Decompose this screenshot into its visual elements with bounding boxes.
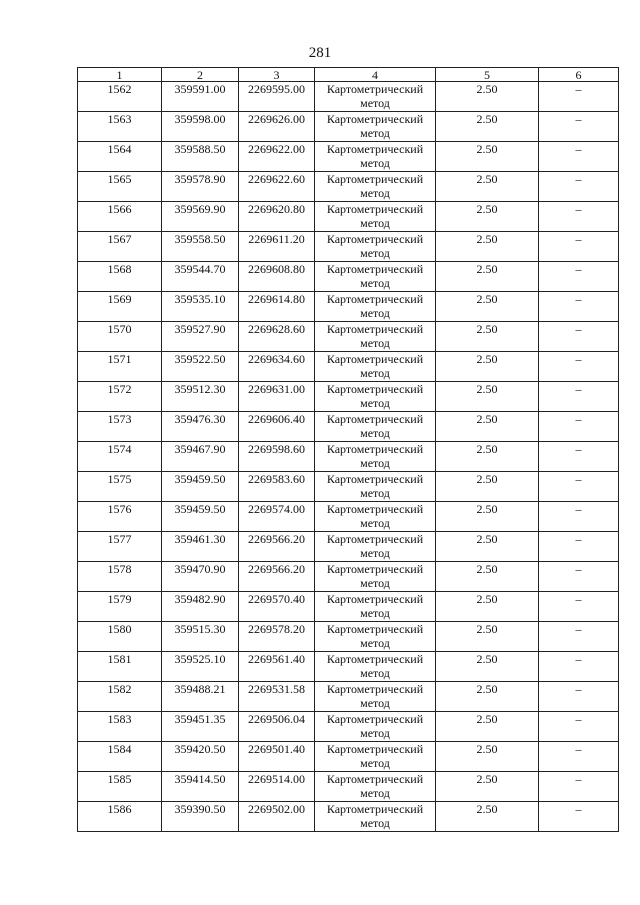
method-line-1: Картометрический — [326, 592, 424, 606]
table-row — [78, 742, 619, 772]
y-coordinate-cell: 2269501.40 — [239, 742, 315, 772]
method-line-1: Картометрический — [326, 652, 424, 666]
method-cell — [315, 82, 436, 112]
method-cell — [315, 622, 436, 652]
y-coordinate-cell: 2269608.80 — [239, 262, 315, 292]
method-line-2: метод — [360, 456, 390, 470]
y-coordinate-cell: 2269566.20 — [239, 562, 315, 592]
accuracy-cell: 2.50 — [436, 202, 539, 232]
method-line-1: Картометрический — [326, 802, 424, 816]
x-coordinate-cell: 359578.90 — [162, 172, 239, 202]
x-coordinate-cell: 359569.90 — [162, 202, 239, 232]
method-line-1: Картометрический — [326, 382, 424, 396]
table-row — [78, 472, 619, 502]
method-cell — [315, 712, 436, 742]
accuracy-cell: 2.50 — [436, 772, 539, 802]
table-row — [78, 562, 619, 592]
accuracy-cell: 2.50 — [436, 262, 539, 292]
method-line-1: Картометрический — [326, 232, 424, 246]
table-row — [78, 712, 619, 742]
method-line-2: метод — [360, 546, 390, 560]
x-coordinate-cell: 359470.90 — [162, 562, 239, 592]
method-cell — [315, 172, 436, 202]
point-number-cell: 1565 — [78, 172, 162, 202]
method-line-1: Картометрический — [326, 712, 424, 726]
method-line-1: Картометрический — [326, 502, 424, 516]
method-line-1: Картометрический — [326, 742, 424, 756]
y-coordinate-cell: 2269634.60 — [239, 352, 315, 382]
table-row — [78, 202, 619, 232]
method-line-1: Картометрический — [326, 202, 424, 216]
point-number-cell: 1572 — [78, 382, 162, 412]
point-number-cell: 1582 — [78, 682, 162, 712]
y-coordinate-cell: 2269626.00 — [239, 112, 315, 142]
accuracy-cell: 2.50 — [436, 142, 539, 172]
method-line-1: Картометрический — [326, 532, 424, 546]
coordinates-table — [77, 67, 619, 832]
column-header-1: 1 — [78, 68, 162, 82]
method-cell — [315, 472, 436, 502]
note-cell: – — [539, 652, 619, 682]
method-line-2: метод — [360, 516, 390, 530]
method-cell — [315, 322, 436, 352]
method-line-2: метод — [360, 636, 390, 650]
x-coordinate-cell: 359544.70 — [162, 262, 239, 292]
accuracy-cell: 2.50 — [436, 112, 539, 142]
method-cell — [315, 232, 436, 262]
accuracy-cell: 2.50 — [436, 682, 539, 712]
x-coordinate-cell: 359451.35 — [162, 712, 239, 742]
method-line-2: метод — [360, 186, 390, 200]
accuracy-cell: 2.50 — [436, 232, 539, 262]
point-number-cell: 1584 — [78, 742, 162, 772]
note-cell: – — [539, 262, 619, 292]
y-coordinate-cell: 2269622.00 — [239, 142, 315, 172]
method-line-1: Картометрический — [326, 292, 424, 306]
method-cell — [315, 682, 436, 712]
method-line-1: Картометрический — [326, 142, 424, 156]
note-cell: – — [539, 682, 619, 712]
note-cell: – — [539, 592, 619, 622]
method-line-1: Картометрический — [326, 322, 424, 336]
y-coordinate-cell: 2269583.60 — [239, 472, 315, 502]
note-cell: – — [539, 742, 619, 772]
y-coordinate-cell: 2269628.60 — [239, 322, 315, 352]
method-cell — [315, 202, 436, 232]
accuracy-cell: 2.50 — [436, 742, 539, 772]
column-header-5: 5 — [436, 68, 539, 82]
accuracy-cell: 2.50 — [436, 562, 539, 592]
method-line-2: метод — [360, 96, 390, 110]
method-line-1: Картометрический — [326, 682, 424, 696]
method-line-1: Картометрический — [326, 772, 424, 786]
method-line-2: метод — [360, 576, 390, 590]
page-number: 281 — [308, 45, 332, 61]
point-number-cell: 1577 — [78, 532, 162, 562]
note-cell: – — [539, 292, 619, 322]
x-coordinate-cell: 359488.21 — [162, 682, 239, 712]
method-line-1: Картометрический — [326, 262, 424, 276]
method-cell — [315, 532, 436, 562]
point-number-cell: 1581 — [78, 652, 162, 682]
point-number-cell: 1569 — [78, 292, 162, 322]
accuracy-cell: 2.50 — [436, 502, 539, 532]
method-cell — [315, 142, 436, 172]
table-row — [78, 172, 619, 202]
point-number-cell: 1570 — [78, 322, 162, 352]
method-line-2: метод — [360, 276, 390, 290]
table-row — [78, 322, 619, 352]
method-line-1: Картометрический — [326, 352, 424, 366]
method-cell — [315, 382, 436, 412]
table-row — [78, 232, 619, 262]
x-coordinate-cell: 359420.50 — [162, 742, 239, 772]
point-number-cell: 1578 — [78, 562, 162, 592]
method-line-2: метод — [360, 126, 390, 140]
point-number-cell: 1574 — [78, 442, 162, 472]
method-line-1: Картометрический — [326, 82, 424, 96]
accuracy-cell: 2.50 — [436, 172, 539, 202]
y-coordinate-cell: 2269502.00 — [239, 802, 315, 832]
method-line-2: метод — [360, 816, 390, 830]
accuracy-cell: 2.50 — [436, 712, 539, 742]
method-cell — [315, 352, 436, 382]
note-cell: – — [539, 322, 619, 352]
y-coordinate-cell: 2269622.60 — [239, 172, 315, 202]
x-coordinate-cell: 359535.10 — [162, 292, 239, 322]
note-cell: – — [539, 562, 619, 592]
table-row — [78, 382, 619, 412]
table-row — [78, 352, 619, 382]
method-cell — [315, 592, 436, 622]
x-coordinate-cell: 359459.50 — [162, 472, 239, 502]
x-coordinate-cell: 359525.10 — [162, 652, 239, 682]
x-coordinate-cell: 359558.50 — [162, 232, 239, 262]
table-row — [78, 292, 619, 322]
y-coordinate-cell: 2269578.20 — [239, 622, 315, 652]
method-cell — [315, 442, 436, 472]
x-coordinate-cell: 359512.30 — [162, 382, 239, 412]
y-coordinate-cell: 2269574.00 — [239, 502, 315, 532]
method-line-2: метод — [360, 786, 390, 800]
accuracy-cell: 2.50 — [436, 622, 539, 652]
method-line-2: метод — [360, 156, 390, 170]
column-header-2: 2 — [162, 68, 239, 82]
accuracy-cell: 2.50 — [436, 82, 539, 112]
method-cell — [315, 412, 436, 442]
accuracy-cell: 2.50 — [436, 382, 539, 412]
x-coordinate-cell: 359588.50 — [162, 142, 239, 172]
note-cell: – — [539, 202, 619, 232]
note-cell: – — [539, 472, 619, 502]
y-coordinate-cell: 2269598.60 — [239, 442, 315, 472]
y-coordinate-cell: 2269506.04 — [239, 712, 315, 742]
method-line-2: метод — [360, 726, 390, 740]
accuracy-cell: 2.50 — [436, 412, 539, 442]
y-coordinate-cell: 2269561.40 — [239, 652, 315, 682]
note-cell: – — [539, 172, 619, 202]
x-coordinate-cell: 359591.00 — [162, 82, 239, 112]
table-row — [78, 682, 619, 712]
method-cell — [315, 772, 436, 802]
method-line-2: метод — [360, 396, 390, 410]
point-number-cell: 1567 — [78, 232, 162, 262]
note-cell: – — [539, 532, 619, 562]
table-body — [78, 82, 619, 832]
y-coordinate-cell: 2269606.40 — [239, 412, 315, 442]
y-coordinate-cell: 2269570.40 — [239, 592, 315, 622]
method-line-2: метод — [360, 366, 390, 380]
table-row — [78, 802, 619, 832]
x-coordinate-cell: 359476.30 — [162, 412, 239, 442]
method-line-1: Картометрический — [326, 442, 424, 456]
note-cell: – — [539, 112, 619, 142]
accuracy-cell: 2.50 — [436, 802, 539, 832]
y-coordinate-cell: 2269614.80 — [239, 292, 315, 322]
point-number-cell: 1585 — [78, 772, 162, 802]
accuracy-cell: 2.50 — [436, 322, 539, 352]
y-coordinate-cell: 2269611.20 — [239, 232, 315, 262]
method-cell — [315, 802, 436, 832]
table-row — [78, 652, 619, 682]
y-coordinate-cell: 2269595.00 — [239, 82, 315, 112]
note-cell: – — [539, 802, 619, 832]
note-cell: – — [539, 502, 619, 532]
point-number-cell: 1579 — [78, 592, 162, 622]
point-number-cell: 1562 — [78, 82, 162, 112]
note-cell: – — [539, 772, 619, 802]
point-number-cell: 1573 — [78, 412, 162, 442]
x-coordinate-cell: 359459.50 — [162, 502, 239, 532]
y-coordinate-cell: 2269631.00 — [239, 382, 315, 412]
note-cell: – — [539, 382, 619, 412]
method-line-1: Картометрический — [326, 562, 424, 576]
method-line-1: Картометрический — [326, 172, 424, 186]
note-cell: – — [539, 352, 619, 382]
method-line-2: метод — [360, 216, 390, 230]
y-coordinate-cell: 2269566.20 — [239, 532, 315, 562]
y-coordinate-cell: 2269620.80 — [239, 202, 315, 232]
x-coordinate-cell: 359390.50 — [162, 802, 239, 832]
point-number-cell: 1576 — [78, 502, 162, 532]
table-row — [78, 442, 619, 472]
point-number-cell: 1586 — [78, 802, 162, 832]
table-row — [78, 592, 619, 622]
x-coordinate-cell: 359467.90 — [162, 442, 239, 472]
x-coordinate-cell: 359598.00 — [162, 112, 239, 142]
note-cell: – — [539, 442, 619, 472]
x-coordinate-cell: 359482.90 — [162, 592, 239, 622]
note-cell: – — [539, 622, 619, 652]
table-row — [78, 502, 619, 532]
method-line-2: метод — [360, 426, 390, 440]
accuracy-cell: 2.50 — [436, 652, 539, 682]
method-line-2: метод — [360, 756, 390, 770]
point-number-cell: 1575 — [78, 472, 162, 502]
method-line-1: Картометрический — [326, 622, 424, 636]
table-row — [78, 532, 619, 562]
table-row — [78, 772, 619, 802]
method-cell — [315, 652, 436, 682]
accuracy-cell: 2.50 — [436, 352, 539, 382]
table-row — [78, 412, 619, 442]
point-number-cell: 1580 — [78, 622, 162, 652]
x-coordinate-cell: 359527.90 — [162, 322, 239, 352]
x-coordinate-cell: 359414.50 — [162, 772, 239, 802]
x-coordinate-cell: 359515.30 — [162, 622, 239, 652]
point-number-cell: 1564 — [78, 142, 162, 172]
y-coordinate-cell: 2269514.00 — [239, 772, 315, 802]
method-line-2: метод — [360, 486, 390, 500]
accuracy-cell: 2.50 — [436, 292, 539, 322]
y-coordinate-cell: 2269531.58 — [239, 682, 315, 712]
method-cell — [315, 502, 436, 532]
method-line-1: Картометрический — [326, 112, 424, 126]
method-line-2: метод — [360, 336, 390, 350]
accuracy-cell: 2.50 — [436, 532, 539, 562]
column-header-3: 3 — [239, 68, 315, 82]
method-line-1: Картометрический — [326, 412, 424, 426]
table-row — [78, 142, 619, 172]
column-header-4: 4 — [315, 68, 436, 82]
method-cell — [315, 262, 436, 292]
note-cell: – — [539, 82, 619, 112]
point-number-cell: 1583 — [78, 712, 162, 742]
table-row — [78, 262, 619, 292]
method-line-2: метод — [360, 666, 390, 680]
point-number-cell: 1566 — [78, 202, 162, 232]
method-cell — [315, 292, 436, 322]
accuracy-cell: 2.50 — [436, 442, 539, 472]
x-coordinate-cell: 359522.50 — [162, 352, 239, 382]
method-line-2: метод — [360, 246, 390, 260]
accuracy-cell: 2.50 — [436, 592, 539, 622]
method-cell — [315, 562, 436, 592]
note-cell: – — [539, 412, 619, 442]
column-header-6: 6 — [539, 68, 619, 82]
x-coordinate-cell: 359461.30 — [162, 532, 239, 562]
point-number-cell: 1571 — [78, 352, 162, 382]
point-number-cell: 1568 — [78, 262, 162, 292]
note-cell: – — [539, 232, 619, 262]
accuracy-cell: 2.50 — [436, 472, 539, 502]
note-cell: – — [539, 142, 619, 172]
method-line-1: Картометрический — [326, 472, 424, 486]
method-line-2: метод — [360, 696, 390, 710]
table-row — [78, 112, 619, 142]
method-line-2: метод — [360, 606, 390, 620]
table-header-row — [78, 68, 619, 82]
note-cell: – — [539, 712, 619, 742]
table-row — [78, 82, 619, 112]
method-line-2: метод — [360, 306, 390, 320]
table-row — [78, 622, 619, 652]
method-cell — [315, 742, 436, 772]
method-cell — [315, 112, 436, 142]
point-number-cell: 1563 — [78, 112, 162, 142]
